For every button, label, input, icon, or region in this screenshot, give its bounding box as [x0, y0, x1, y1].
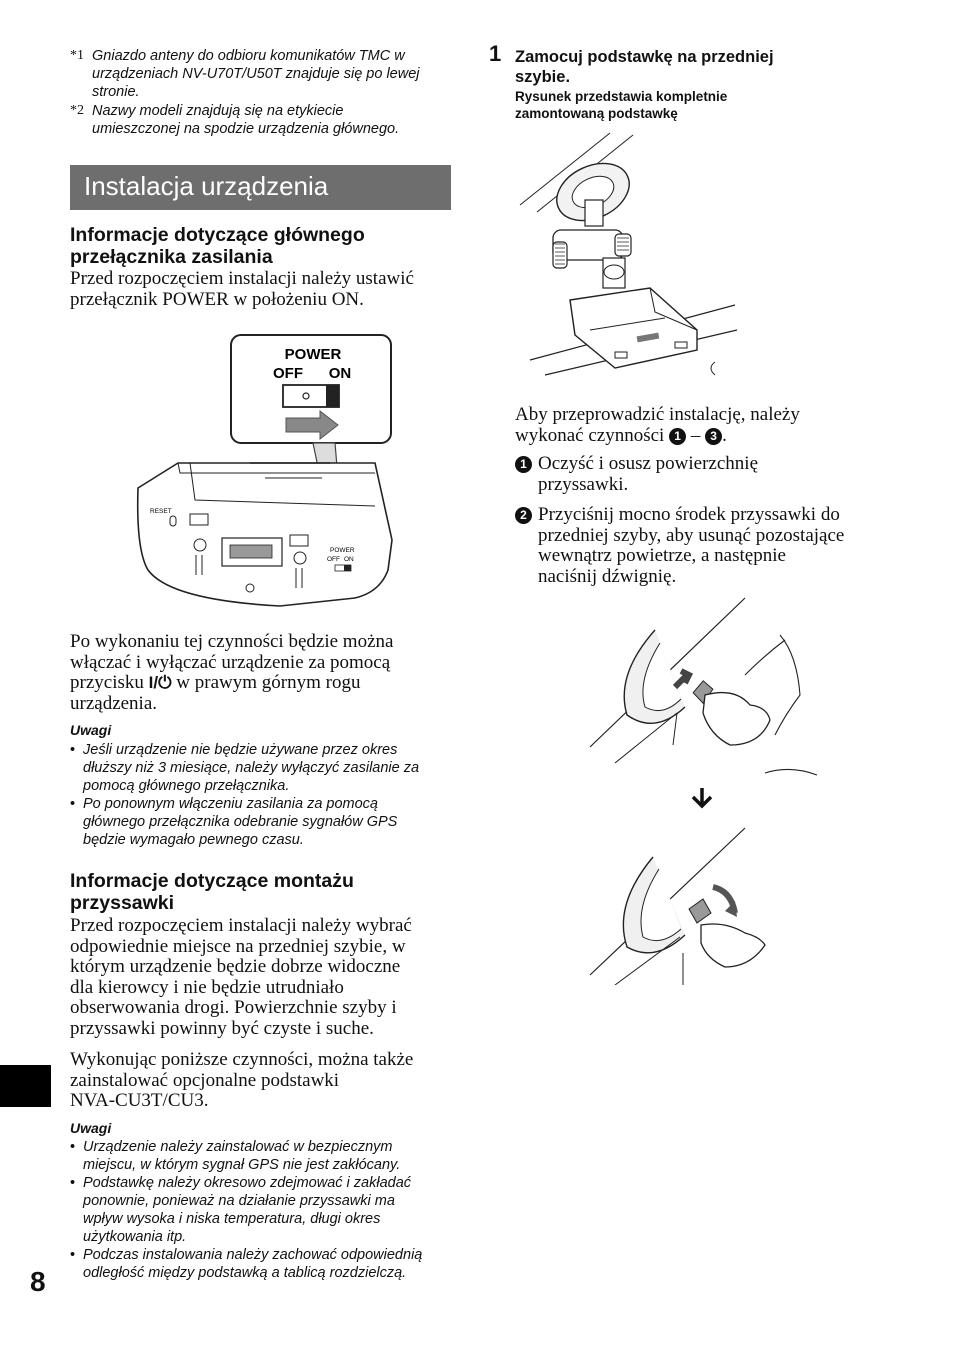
step-badge: 2	[515, 507, 532, 524]
paragraph-line: Oczyść i osusz powierzchnię	[538, 453, 759, 474]
small-on-label: ON	[344, 556, 354, 563]
paragraph-line: Po wykonaniu tej czynności będzie można	[70, 631, 394, 652]
step-badge: 3	[705, 428, 722, 445]
range-separator: –	[690, 424, 701, 446]
on-label: ON	[328, 365, 352, 382]
step-title	[515, 47, 774, 87]
note-line: ponownie, ponieważ na działanie przyssawki ma	[83, 1193, 395, 1209]
note-line: dłuższy niż 3 miesiące, należy wyłączyć zasilanie za	[83, 760, 420, 776]
paragraph-line: Przed rozpoczęciem instalacji należy wybrać	[70, 915, 412, 936]
footnote-line: Gniazdo anteny do odbioru komunikatów TMC w	[92, 48, 405, 64]
footnote-line: umieszczonej na spodzie urządzenia głównego.	[92, 121, 400, 137]
page-number: 8	[30, 1266, 46, 1297]
footnote-line: urządzeniach NV-U70T/U50T znajduje się po lewej	[92, 66, 420, 82]
punctuation: .	[722, 424, 727, 446]
note-line: będzie wymagało pewnego czasu.	[83, 832, 304, 848]
heading-line: przełącznika zasilania	[70, 246, 273, 268]
substep-1	[515, 454, 925, 495]
note-item: • Podczas instalowania należy zachować odpowiednią odległość między podstawką a tablicą rozdzielczą.	[70, 1246, 460, 1282]
footnote-line: stronie.	[92, 84, 140, 100]
step-badge: 1	[515, 456, 532, 473]
text-fragment: w prawym górnym rogu	[176, 672, 361, 693]
paragraph-line: dla kierowcy i nie będzie utrudniało	[70, 976, 344, 998]
paragraph-line	[70, 673, 460, 694]
mount-paragraph-1	[70, 916, 460, 1039]
small-off-label: OFF	[327, 556, 340, 563]
note-line: użytkowania itp.	[83, 1229, 187, 1245]
note-line: Po ponownym włączeniu zasilania za pomocą	[83, 796, 378, 812]
paragraph-line: Wykonując poniższe czynności, można także	[70, 1049, 414, 1070]
footnote-1	[70, 47, 462, 101]
power-button-symbol: I/⏻	[148, 673, 172, 692]
reset-label: RESET	[150, 508, 172, 515]
paragraph-line: Przed rozpoczęciem instalacji należy ustawić	[70, 268, 414, 289]
step-caption	[515, 89, 727, 122]
note-item: • Podstawkę należy okresowo zdejmować i zakładać ponownie, ponieważ na działanie przyssawki ma wpływ wysoka i niska temperatura, długi okres użytkowania itp.	[70, 1174, 460, 1246]
paragraph-line: obserwowania drogi. Powierzchnie szyby i	[70, 997, 397, 1018]
paragraph-line: NVA-CU3T/CU3.	[70, 1090, 209, 1111]
step-badge: 1	[669, 428, 686, 445]
footnote-marker: *2	[70, 103, 84, 118]
power-label: POWER	[284, 346, 342, 363]
paragraph-line: urządzenia.	[70, 692, 158, 714]
paragraph-line: przedniej szyby, aby usunąć pozostające	[538, 524, 845, 546]
lever-illustration	[585, 825, 790, 985]
power-after-text	[70, 632, 460, 714]
suction-mount-illustration	[515, 130, 740, 380]
heading-line: Informacje dotyczące głównego	[70, 224, 365, 246]
chapter-tab	[0, 1065, 51, 1107]
paragraph-line: naciśnij dźwignię.	[538, 565, 677, 587]
section-title: Instalacja urządzenia	[84, 171, 329, 201]
note-line: głównego przełącznika odebranie sygnałów GPS	[83, 814, 398, 830]
down-arrow-icon	[690, 786, 714, 810]
note-line: Jeśli urządzenie nie będzie używane przez okres	[83, 742, 398, 758]
paragraph-line: wewnątrz powietrze, a następnie	[538, 545, 786, 566]
power-heading	[70, 224, 365, 268]
paragraph-line: zainstalować opcjonalne podstawki	[70, 1069, 340, 1091]
paragraph-line	[515, 426, 925, 447]
note-line: wpływ wysoka i niska temperatura, długi okres	[83, 1211, 381, 1227]
note-line: Podczas instalowania należy zachować odpowiednią	[83, 1247, 423, 1263]
step-intro	[515, 405, 925, 446]
notes-heading: Uwagi	[70, 1120, 112, 1136]
heading-line: Informacje dotyczące montażu	[70, 870, 354, 892]
mount-paragraph-2	[70, 1050, 460, 1112]
note-line: pomocą głównego przełącznika.	[83, 778, 290, 794]
note-line: Urządzenie należy zainstalować w bezpiecznym	[83, 1139, 393, 1155]
device-body	[138, 463, 392, 606]
paragraph-line: Aby przeprowadzić instalację, należy	[515, 404, 800, 425]
footnote-marker: *1	[70, 48, 84, 63]
section-banner	[70, 165, 451, 210]
paragraph-line: którym urządzenie będzie dobrze widoczne	[70, 956, 401, 977]
paragraph-line: włączać i wyłączać urządzenie za pomocą	[70, 651, 391, 673]
press-suction-cup-illustration	[585, 595, 820, 780]
note-item: • Po ponownym włączeniu zasilania za pomocą głównego przełącznika odebranie sygnałów GPS będzie wymagało pewnego czasu.	[70, 795, 460, 849]
title-line: Zamocuj podstawkę na przedniej	[515, 48, 774, 66]
paragraph-line: Przyciśnij mocno środek przyssawki do	[538, 504, 840, 525]
title-line: szybie.	[515, 68, 571, 86]
small-power-label: POWER	[330, 547, 355, 554]
notes-heading: Uwagi	[70, 722, 112, 738]
paragraph-line: przyssawki powinny być czyste i suche.	[70, 1017, 374, 1039]
notes-list	[70, 741, 460, 849]
note-line: miejscu, w którym sygnał GPS nie jest zakłócany.	[83, 1157, 401, 1173]
switch-knob	[326, 385, 339, 407]
paragraph-line: przyssawki.	[538, 473, 629, 495]
caption-line: Rysunek przedstawia kompletnie	[515, 89, 728, 104]
heading-line: przyssawki	[70, 892, 175, 914]
power-switch-illustration	[130, 330, 400, 615]
note-item: • Jeśli urządzenie nie będzie używane przez okres dłuższy niż 3 miesiące, należy wyłączyć zasilanie za pomocą głównego przełącznika.	[70, 741, 460, 795]
footnote-2	[70, 102, 462, 138]
notes-list	[70, 1138, 460, 1282]
off-label: OFF	[273, 365, 303, 382]
text-fragment: wykonać czynności	[515, 424, 665, 446]
mount-heading	[70, 870, 354, 914]
note-item: • Urządzenie należy zainstalować w bezpiecznym miejscu, w którym sygnał GPS nie jest zakłócany.	[70, 1138, 460, 1174]
paragraph-line: przełącznik POWER w położeniu ON.	[70, 288, 364, 310]
paragraph-line: odpowiednie miejsce na przedniej szybie, w	[70, 935, 406, 957]
footnote-line: Nazwy modeli znajdują się na etykiecie	[92, 103, 344, 119]
note-line: Podstawkę należy okresowo zdejmować i zakładać	[83, 1175, 412, 1191]
power-intro	[70, 269, 414, 310]
text-fragment: przycisku	[70, 672, 144, 693]
note-line: odległość między podstawką a tablicą rozdzielczą.	[83, 1265, 407, 1281]
caption-line: zamontowaną podstawkę	[515, 105, 678, 121]
substep-2	[515, 505, 925, 587]
step-number: 1	[489, 41, 502, 66]
